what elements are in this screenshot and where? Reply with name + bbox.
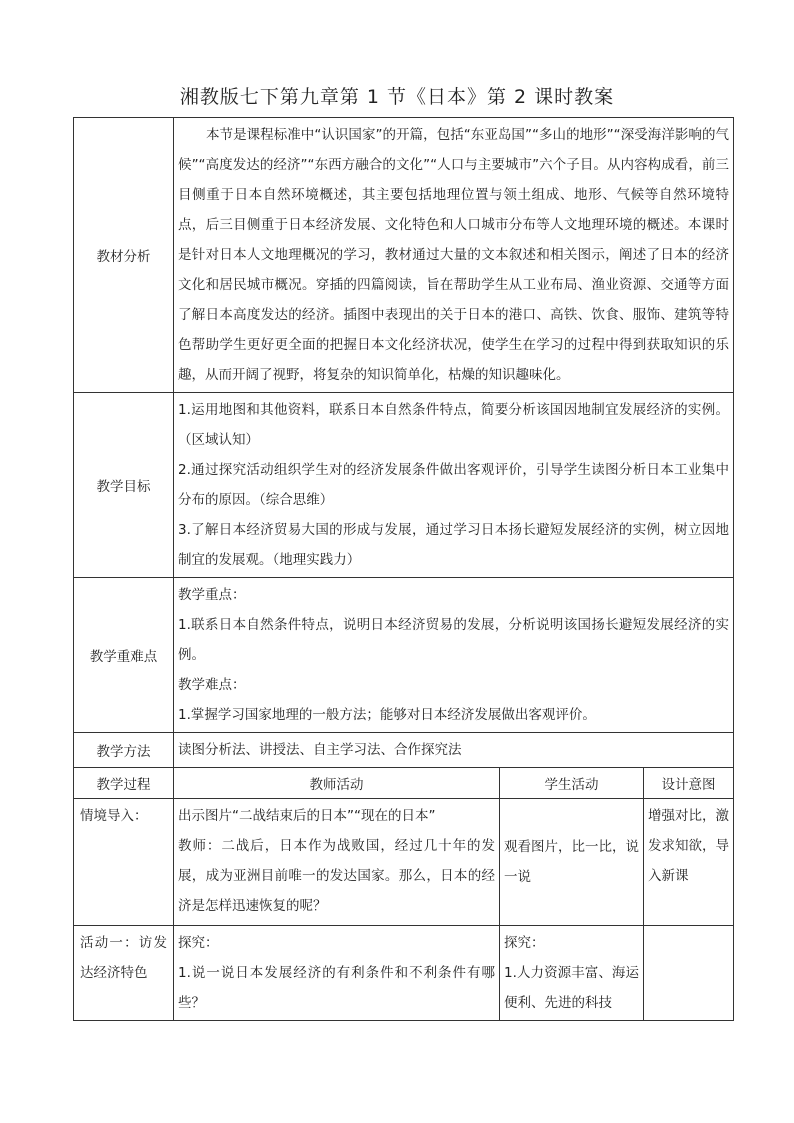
activity1-student-line: 1.人力资源丰富、海运便利、先进的科技 bbox=[504, 965, 639, 1011]
lesson-plan-table bbox=[73, 117, 734, 1021]
goal-item: 3.了解日本经济贸易大国的形成与发展，通过学习日本扬长避短发展经济的实例，树立因地制宜的发展观。（地理实践力） bbox=[178, 522, 729, 568]
row-process-header bbox=[74, 768, 734, 799]
goal-item: 2.通过探究活动组织学生对的经济发展条件做出客观评价，引导学生读图分析日本工业集中分布的原因。（综合思维） bbox=[178, 462, 729, 508]
cell-intro-intent bbox=[644, 799, 734, 926]
row-teaching-methods bbox=[74, 733, 734, 768]
cell-intro-student bbox=[500, 799, 644, 926]
intro-teacher-line: 教师：二战后，日本作为战败国，经过几十年的发展，成为亚洲目前唯一的发达国家。那么，日本的经济是怎样迅速恢复的呢？ bbox=[178, 838, 495, 914]
page-title: 湘教版七下第九章第 1 节《日本》第 2 课时教案 bbox=[179, 86, 615, 108]
activity1-student-line: 探究： bbox=[504, 935, 545, 951]
cell-material-analysis bbox=[174, 118, 734, 393]
label-key-points: 教学重难点 bbox=[74, 578, 174, 733]
header-process: 教学过程 bbox=[74, 768, 174, 799]
material-analysis-text: 本节是课程标准中“认识国家”的开篇，包括“东亚岛国”“多山的地形”“深受海洋影响的气候”“高度发达的经济”“东西方融合的文化”“人口与主要城市”六个子目。从内容构成看，前三目侧重于日本自然环境概述，其主要包括地理位置与领土组成、地形、气候等自然环境特点，后三目侧重于日本经济发展、文化特色和人口城市分布等人文地理环境的概述。本课时是针对日本人文地理概况的学习，教材通过大量的文本叙述和相关图示，阐述了日本的经济文化和居民城市概况。穿插的四篇阅读，旨在帮助学生从工业布局、渔业资源、交通等方面了解日本高度发达的经济。插图中表现出的关于日本的港口、高铁、饮食、服饰、建筑等特色帮助学生更好更全面的把握日本文化经济状况，使学生在学习的过程中得到获取知识的乐趣，从而开阔了视野，将复杂的知识简单化，枯燥的知识趣味化。 bbox=[178, 127, 729, 383]
row-teaching-goals bbox=[74, 393, 734, 578]
cell-intro-label bbox=[74, 799, 174, 926]
row-key-points bbox=[74, 578, 734, 733]
key-point-line: 1.掌握学习国家地理的一般方法；能够对日本经济发展做出客观评价。 bbox=[178, 707, 596, 723]
cell-key-points bbox=[174, 578, 734, 733]
cell-teaching-methods bbox=[174, 733, 734, 768]
intro-intent-text: 增强对比，激发求知欲，导入新课 bbox=[648, 808, 729, 884]
intro-teacher-line: 出示图片“二战结束后的日本”“现在的日本” bbox=[178, 808, 436, 824]
label-material-analysis: 教材分析 bbox=[74, 118, 174, 393]
cell-activity1-label bbox=[74, 926, 174, 1021]
cell-teaching-goals bbox=[174, 393, 734, 578]
key-point-line: 教学难点： bbox=[178, 677, 246, 693]
cell-activity1-teacher bbox=[174, 926, 500, 1021]
row-intro bbox=[74, 799, 734, 926]
goal-item: 1.运用地图和其他资料，联系日本自然条件特点，简要分析该国因地制宜发展经济的实例。（区域认知） bbox=[178, 402, 729, 448]
cell-activity1-student bbox=[500, 926, 644, 1021]
header-student-activity: 学生活动 bbox=[500, 768, 644, 799]
row-material-analysis bbox=[74, 118, 734, 393]
header-teacher-activity: 教师活动 bbox=[174, 768, 500, 799]
teaching-methods-text: 读图分析法、讲授法、自主学习法、合作探究法 bbox=[178, 742, 462, 758]
intro-label: 情境导入： bbox=[80, 808, 148, 824]
label-teaching-methods: 教学方法 bbox=[74, 733, 174, 768]
cell-activity1-intent bbox=[644, 926, 734, 1021]
key-point-line: 教学重点： bbox=[178, 587, 246, 603]
activity1-teacher-line: 探究： bbox=[178, 935, 219, 951]
cell-intro-teacher bbox=[174, 799, 500, 926]
key-point-line: 1.联系日本自然条件特点，说明日本经济贸易的发展，分析说明该国扬长避短发展经济的实例。 bbox=[178, 617, 729, 663]
label-teaching-goals: 教学目标 bbox=[74, 393, 174, 578]
row-activity-1 bbox=[74, 926, 734, 1021]
header-design-intent: 设计意图 bbox=[644, 768, 734, 799]
intro-student-text: 观看图片，比一比，说一说 bbox=[504, 839, 639, 885]
activity1-teacher-line: 1.说一说日本发展经济的有利条件和不利条件有哪些？ bbox=[178, 965, 495, 1011]
activity1-label: 活动一：访发达经济特色 bbox=[80, 935, 167, 981]
